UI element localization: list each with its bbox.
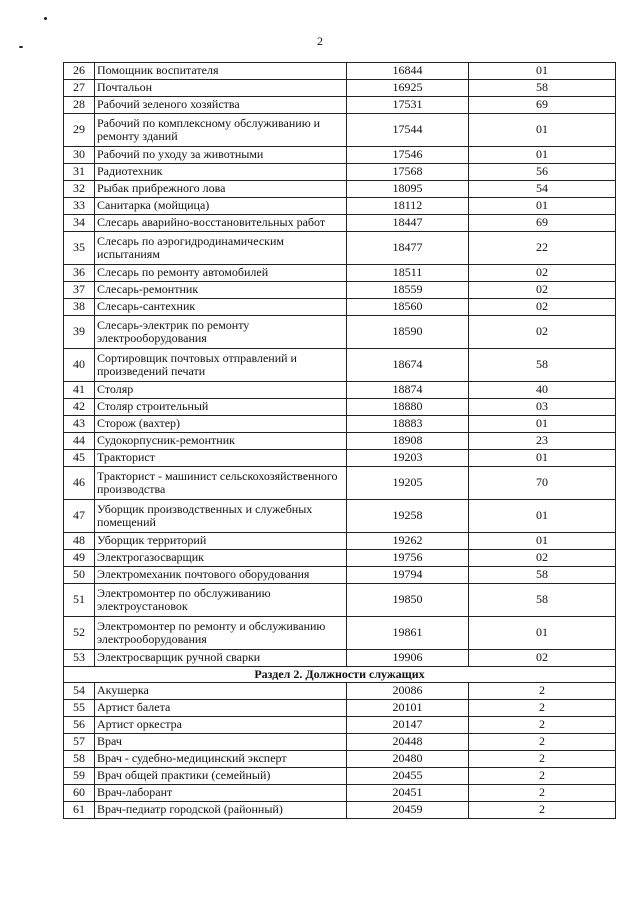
row-number-cell: 59	[64, 768, 95, 785]
occupation-code-cell: 20448	[347, 734, 469, 751]
row-number-cell: 61	[64, 802, 95, 819]
row-number-cell: 54	[64, 683, 95, 700]
occupation-code-cell: 18560	[347, 299, 469, 316]
table-row	[64, 316, 616, 349]
occupation-name-cell: Электросварщик ручной сварки	[95, 650, 347, 667]
group-code-cell: 02	[469, 316, 616, 349]
occupation-code-cell: 16925	[347, 80, 469, 97]
occupation-name-cell: Слесарь-электрик по ремонту электрооборудования	[95, 316, 347, 349]
occupation-name-cell: Судокорпусник-ремонтник	[95, 433, 347, 450]
table-row	[64, 97, 616, 114]
occupation-register-table	[63, 62, 616, 819]
group-code-cell: 02	[469, 282, 616, 299]
group-code-cell: 01	[469, 198, 616, 215]
occupation-name-cell: Уборщик территорий	[95, 533, 347, 550]
row-number-cell: 43	[64, 416, 95, 433]
table-row	[64, 399, 616, 416]
table-row	[64, 785, 616, 802]
occupation-code-cell: 19861	[347, 617, 469, 650]
table-row	[64, 198, 616, 215]
group-code-cell: 2	[469, 751, 616, 768]
table-row	[64, 802, 616, 819]
row-number-cell: 56	[64, 717, 95, 734]
group-code-cell: 54	[469, 181, 616, 198]
occupation-code-cell: 18095	[347, 181, 469, 198]
occupation-code-cell: 17544	[347, 114, 469, 147]
occupation-name-cell: Рыбак прибрежного лова	[95, 181, 347, 198]
row-number-cell: 52	[64, 617, 95, 650]
row-number-cell: 27	[64, 80, 95, 97]
occupation-name-cell: Врач - судебно-медицинский эксперт	[95, 751, 347, 768]
group-code-cell: 58	[469, 349, 616, 382]
occupation-name-cell: Акушерка	[95, 683, 347, 700]
occupation-code-cell: 19205	[347, 467, 469, 500]
occupation-code-cell: 18112	[347, 198, 469, 215]
table-row	[64, 215, 616, 232]
occupation-code-cell: 19262	[347, 533, 469, 550]
table-row	[64, 768, 616, 785]
occupation-name-cell: Электромонтер по ремонту и обслуживанию электрооборудования	[95, 617, 347, 650]
table-row	[64, 299, 616, 316]
row-number-cell: 31	[64, 164, 95, 181]
occupation-name-cell: Рабочий по комплексному обслуживанию и ремонту зданий	[95, 114, 347, 147]
occupation-code-cell: 20086	[347, 683, 469, 700]
row-number-cell: 55	[64, 700, 95, 717]
table-row	[64, 433, 616, 450]
group-code-cell: 02	[469, 299, 616, 316]
row-number-cell: 39	[64, 316, 95, 349]
page-number: 2	[317, 34, 323, 48]
employees-section-rows	[64, 683, 616, 819]
occupation-name-cell: Тракторист	[95, 450, 347, 467]
row-number-cell: 49	[64, 550, 95, 567]
table-row	[64, 617, 616, 650]
occupation-name-cell: Санитарка (мойщица)	[95, 198, 347, 215]
table-row	[64, 147, 616, 164]
row-number-cell: 37	[64, 282, 95, 299]
table-row	[64, 80, 616, 97]
occupation-name-cell: Столяр	[95, 382, 347, 399]
occupation-name-cell: Слесарь аварийно-восстановительных работ	[95, 215, 347, 232]
row-number-cell: 41	[64, 382, 95, 399]
table-row	[64, 265, 616, 282]
group-code-cell: 2	[469, 683, 616, 700]
occupation-name-cell: Слесарь-сантехник	[95, 299, 347, 316]
table-row	[64, 751, 616, 768]
group-code-cell: 40	[469, 382, 616, 399]
row-number-cell: 33	[64, 198, 95, 215]
table-row	[64, 567, 616, 584]
group-code-cell: 2	[469, 802, 616, 819]
table-row	[64, 650, 616, 667]
occupation-name-cell: Рабочий зеленого хозяйства	[95, 97, 347, 114]
occupation-name-cell: Помощник воспитателя	[95, 63, 347, 80]
row-number-cell: 46	[64, 467, 95, 500]
group-code-cell: 01	[469, 500, 616, 533]
occupation-name-cell: Врач-педиатр городской (районный)	[95, 802, 347, 819]
occupation-name-cell: Сортировщик почтовых отправлений и произведений печати	[95, 349, 347, 382]
row-number-cell: 60	[64, 785, 95, 802]
occupation-name-cell: Слесарь по аэрогидродинамическим испытаниям	[95, 232, 347, 265]
occupation-code-cell: 20451	[347, 785, 469, 802]
group-code-cell: 58	[469, 80, 616, 97]
occupation-name-cell: Радиотехник	[95, 164, 347, 181]
row-number-cell: 51	[64, 584, 95, 617]
group-code-cell: 01	[469, 450, 616, 467]
section-header-block	[64, 667, 616, 683]
row-number-cell: 32	[64, 181, 95, 198]
occupation-name-cell: Артист балета	[95, 700, 347, 717]
row-number-cell: 38	[64, 299, 95, 316]
occupation-name-cell: Врач	[95, 734, 347, 751]
occupation-code-cell: 18883	[347, 416, 469, 433]
occupation-code-cell: 19850	[347, 584, 469, 617]
row-number-cell: 29	[64, 114, 95, 147]
row-number-cell: 42	[64, 399, 95, 416]
group-code-cell: 01	[469, 63, 616, 80]
group-code-cell: 2	[469, 734, 616, 751]
table-row	[64, 550, 616, 567]
row-number-cell: 44	[64, 433, 95, 450]
group-code-cell: 70	[469, 467, 616, 500]
occupation-code-cell: 20455	[347, 768, 469, 785]
group-code-cell: 69	[469, 215, 616, 232]
group-code-cell: 22	[469, 232, 616, 265]
occupation-name-cell: Почтальон	[95, 80, 347, 97]
occupation-code-cell: 19756	[347, 550, 469, 567]
group-code-cell: 2	[469, 768, 616, 785]
table-row	[64, 700, 616, 717]
group-code-cell: 02	[469, 550, 616, 567]
group-code-cell: 2	[469, 700, 616, 717]
occupation-code-cell: 18908	[347, 433, 469, 450]
group-code-cell: 56	[469, 164, 616, 181]
occupation-name-cell: Врач общей практики (семейный)	[95, 768, 347, 785]
occupation-name-cell: Артист оркестра	[95, 717, 347, 734]
table-row	[64, 717, 616, 734]
group-code-cell: 01	[469, 147, 616, 164]
table-row	[64, 232, 616, 265]
occupation-name-cell: Электромонтер по обслуживанию электроустановок	[95, 584, 347, 617]
table-row	[64, 416, 616, 433]
table-row	[64, 467, 616, 500]
occupation-code-cell: 19906	[347, 650, 469, 667]
occupation-code-cell: 18590	[347, 316, 469, 349]
row-number-cell: 26	[64, 63, 95, 80]
table-row	[64, 114, 616, 147]
group-code-cell: 01	[469, 533, 616, 550]
group-code-cell: 01	[469, 114, 616, 147]
group-code-cell: 23	[469, 433, 616, 450]
group-code-cell: 02	[469, 265, 616, 282]
table-row	[64, 282, 616, 299]
row-number-cell: 40	[64, 349, 95, 382]
row-number-cell: 28	[64, 97, 95, 114]
occupation-name-cell: Врач-лаборант	[95, 785, 347, 802]
occupation-code-cell: 20480	[347, 751, 469, 768]
occupation-name-cell: Сторож (вахтер)	[95, 416, 347, 433]
table-row	[64, 181, 616, 198]
table-row	[64, 584, 616, 617]
table-row	[64, 734, 616, 751]
row-number-cell: 57	[64, 734, 95, 751]
occupation-code-cell: 17531	[347, 97, 469, 114]
occupation-code-cell: 18511	[347, 265, 469, 282]
row-number-cell: 53	[64, 650, 95, 667]
table-row	[64, 533, 616, 550]
table-row	[64, 382, 616, 399]
occupation-name-cell: Рабочий по уходу за животными	[95, 147, 347, 164]
section-header-row	[64, 667, 616, 683]
table-row	[64, 63, 616, 80]
occupation-code-cell: 20147	[347, 717, 469, 734]
occupation-code-cell: 18874	[347, 382, 469, 399]
group-code-cell: 01	[469, 416, 616, 433]
occupation-code-cell: 18880	[347, 399, 469, 416]
group-code-cell: 03	[469, 399, 616, 416]
scan-speck	[44, 17, 47, 20]
group-code-cell: 58	[469, 567, 616, 584]
row-number-cell: 48	[64, 533, 95, 550]
table-row	[64, 164, 616, 181]
row-number-cell: 58	[64, 751, 95, 768]
occupation-code-cell: 17546	[347, 147, 469, 164]
group-code-cell: 58	[469, 584, 616, 617]
table-row	[64, 683, 616, 700]
occupation-name-cell: Электромеханик почтового оборудования	[95, 567, 347, 584]
table-row	[64, 450, 616, 467]
occupation-code-cell: 20459	[347, 802, 469, 819]
occupation-code-cell: 20101	[347, 700, 469, 717]
occupation-name-cell: Слесарь-ремонтник	[95, 282, 347, 299]
group-code-cell: 2	[469, 717, 616, 734]
section-title: Раздел 2. Должности служащих	[64, 667, 616, 683]
occupation-code-cell: 18674	[347, 349, 469, 382]
occupation-code-cell: 19258	[347, 500, 469, 533]
occupation-code-cell: 18477	[347, 232, 469, 265]
occupation-name-cell: Тракторист - машинист сельскохозяйственного производства	[95, 467, 347, 500]
row-number-cell: 34	[64, 215, 95, 232]
row-number-cell: 50	[64, 567, 95, 584]
group-code-cell: 2	[469, 785, 616, 802]
row-number-cell: 45	[64, 450, 95, 467]
table-row	[64, 500, 616, 533]
row-number-cell: 35	[64, 232, 95, 265]
occupation-code-cell: 19203	[347, 450, 469, 467]
row-number-cell: 30	[64, 147, 95, 164]
occupation-code-cell: 19794	[347, 567, 469, 584]
group-code-cell: 01	[469, 617, 616, 650]
occupation-name-cell: Электрогазосварщик	[95, 550, 347, 567]
occupation-code-cell: 17568	[347, 164, 469, 181]
occupation-name-cell: Слесарь по ремонту автомобилей	[95, 265, 347, 282]
row-number-cell: 47	[64, 500, 95, 533]
workers-section-rows	[64, 63, 616, 667]
occupation-name-cell: Столяр строительный	[95, 399, 347, 416]
occupation-name-cell: Уборщик производственных и служебных помещений	[95, 500, 347, 533]
group-code-cell: 02	[469, 650, 616, 667]
occupation-code-cell: 16844	[347, 63, 469, 80]
group-code-cell: 69	[469, 97, 616, 114]
table-row	[64, 349, 616, 382]
occupation-code-cell: 18559	[347, 282, 469, 299]
occupation-code-cell: 18447	[347, 215, 469, 232]
row-number-cell: 36	[64, 265, 95, 282]
